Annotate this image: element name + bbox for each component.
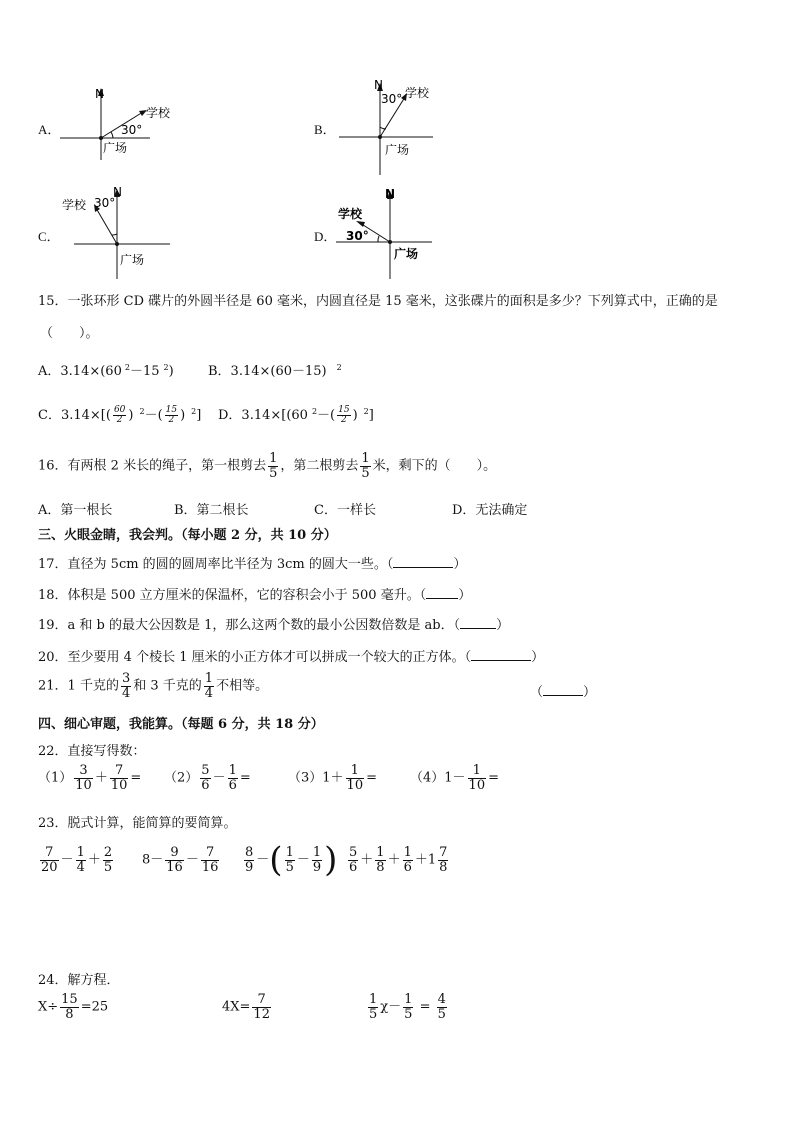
q23-expr-3: $\frac{8}{9}$ －( $\frac{1}{5}$ － $\frac{1}{9}$ ) <box>245 840 338 880</box>
plaza-label: 广场 <box>103 141 128 155</box>
direction-diagram-d <box>330 183 460 283</box>
question-21: 21．1 千克的 $\frac{3}{4}$ 和 3 千克的 $\frac{1}{4}$ 不相等。 <box>38 671 269 701</box>
q24-equation-3: $\frac{1}{5}$ χ－ $\frac{1}{5}$ = $\frac{4}{5}$ <box>369 992 446 1022</box>
q16-option-c: C．一样长 <box>314 503 376 518</box>
question-18: 18．体积是 500 立方厘米的保温杯，它的容积会小于 500 毫升。（ ） <box>38 588 472 603</box>
north-label: N <box>113 185 122 199</box>
q15-option-a: A．3.14×(60 $^2$－15 $^2$) <box>38 362 174 379</box>
q15-option-b: B．3.14×(60－15) $^2$ <box>208 362 342 379</box>
section-3-heading: 三、火眼金睛，我会判。（每小题 2 分，共 10 分） <box>38 528 337 543</box>
question-19: 19．a 和 b 的最大公因数是 1，那么这两个数的最小公因数倍数是 ab．（ ） <box>38 618 510 633</box>
question-20: 20．至少要用 4 个棱长 1 厘米的小正方体才可以拼成一个较大的正方体。（ ） <box>38 650 545 665</box>
q15-option-d: D．3.14×[(60 $^2$－( $\frac{15}{2}$ ) $^2$] <box>218 404 374 425</box>
q22-item-2: （2） $\frac{5}{6}$ － $\frac{1}{6}$ = <box>164 763 251 793</box>
answer-blank[interactable] <box>393 556 453 568</box>
angle-label: 30° <box>381 92 403 106</box>
question-15-paren: （ ）。 <box>40 326 99 341</box>
school-label: 学校 <box>62 198 87 212</box>
question-22-stem: 22．直接写得数： <box>38 744 146 759</box>
question-21-answer: （ ） <box>530 685 597 700</box>
school-label: 学校 <box>338 207 363 221</box>
question-15-stem: 15．一张环形 CD 碟片的外圆半径是 60 毫米，内圆直径是 15 毫米，这张碟片的面积是多少？下列算式中，正确的是 <box>38 294 718 309</box>
school-label: 学校 <box>405 86 430 100</box>
direction-diagram-a <box>55 82 185 162</box>
question-24-stem: 24．解方程． <box>38 973 120 988</box>
option-label-b: B． <box>314 122 336 137</box>
q16-option-b: B．第二根长 <box>174 503 249 518</box>
question-23-stem: 23．脱式计算，能简算的要简算。 <box>38 816 237 831</box>
school-label: 学校 <box>146 106 171 120</box>
north-label: N <box>95 87 104 101</box>
q24-equation-2: 4X= $\frac{7}{12}$ <box>222 992 270 1022</box>
answer-blank[interactable] <box>471 649 531 661</box>
q23-expr-2: 8－ $\frac{9}{16}$ － $\frac{7}{16}$ <box>142 845 219 875</box>
q22-item-3: （3）1＋ $\frac{1}{10}$ = <box>288 763 377 793</box>
q22-item-1: （1） $\frac{3}{10}$ ＋ $\frac{7}{10}$ = <box>38 763 142 793</box>
north-label: N <box>385 187 396 201</box>
section-4-heading: 四、细心审题，我能算。（每题 6 分，共 18 分） <box>38 717 324 732</box>
direction-diagram-b <box>335 75 465 180</box>
answer-blank[interactable] <box>426 587 458 599</box>
q16-option-a: A．第一根长 <box>38 503 113 518</box>
answer-blank[interactable] <box>460 617 496 629</box>
plaza-label: 广场 <box>385 143 410 157</box>
north-label: N <box>374 78 383 92</box>
angle-label: 30° <box>94 196 116 210</box>
answer-blank[interactable] <box>543 684 583 696</box>
q24-equation-1: X÷ $\frac{15}{8}$ =25 <box>38 992 109 1022</box>
question-17: 17．直径为 5cm 的圆的圆周率比半径为 3cm 的圆大一些。（ ） <box>38 557 467 572</box>
q23-expr-4: $\frac{5}{6}$ ＋ $\frac{1}{8}$ ＋ $\frac{1}{6}$ ＋1 $\frac{7}{8}$ <box>349 845 448 875</box>
option-label-a: A． <box>38 122 61 137</box>
q22-item-4: （4）1－ $\frac{1}{10}$ = <box>410 763 499 793</box>
option-label-c: C． <box>38 229 60 244</box>
direction-diagram-c <box>58 183 188 283</box>
q23-expr-1: $\frac{7}{20}$ － $\frac{1}{4}$ ＋ $\frac{2}{5}$ <box>41 845 113 875</box>
plaza-label: 广场 <box>120 253 145 267</box>
plaza-label: 广场 <box>394 247 419 261</box>
angle-label: 30° <box>346 229 369 243</box>
angle-label: 30° <box>121 123 143 137</box>
q15-option-c: C．3.14×[( $\frac{60}{2}$ ) $^2$－( $\frac{15}{2}$ ) $^2$] <box>38 404 202 425</box>
q16-option-d: D．无法确定 <box>452 503 528 518</box>
option-label-d: D． <box>314 229 337 244</box>
question-16-stem: 16．有两根 2 米长的绳子，第一根剪去 $\frac{1}{5}$ ，第二根剪去 $\frac{1}{5}$ 米，剩下的（ ）。 <box>38 451 497 481</box>
